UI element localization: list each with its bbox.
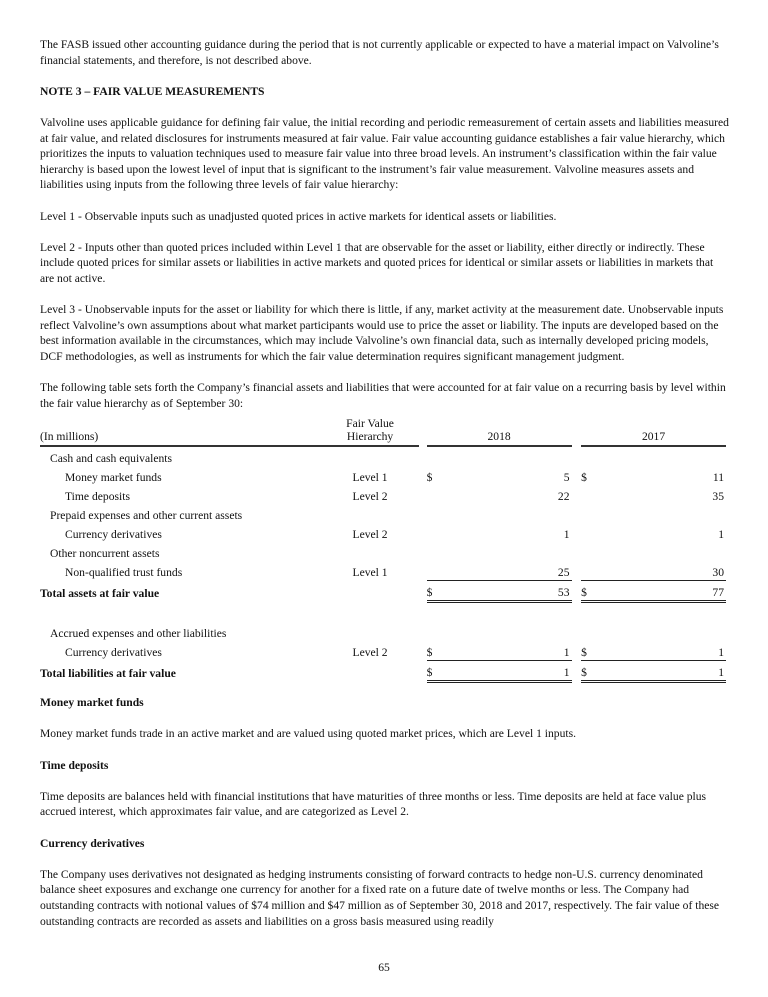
section-heading-money-market-funds: Money market funds	[40, 696, 144, 710]
table-row: Money market funds Level 1 $ 5 $ 11	[65, 470, 724, 484]
section-text-currency-derivatives: The Company uses derivatives not designated as hedging instruments consisting of forward contracts to hedge non-U.S. currency denominated balance sheet exposures and exchange one currency for another for a fixed rate on a future date of twelve months or less. The Company had outstanding contracts with notional values of $74 million and $47 million as of September 30, 2018 and 2017, respectively. The fair value of these outstanding contracts are recorded as assets and liabilities on a gross basis measured using readily	[40, 867, 720, 928]
table-row	[40, 622, 726, 641]
note-heading: NOTE 3 – FAIR VALUE MEASUREMENTS	[40, 84, 265, 98]
level-1-paragraph: Level 1 - Observable inputs such as unadjusted quoted prices in active markets for identical assets or liabilities.	[40, 209, 557, 223]
table-row: Currency derivatives Level 2 $ 1 $ 1	[65, 645, 724, 660]
header-in-millions: (In millions)	[40, 417, 321, 446]
group-label: Prepaid expenses and other current assets	[50, 508, 243, 522]
total-liabilities-row: Total liabilities at fair value $ 1 $ 1	[40, 661, 726, 682]
section-text-time-deposits: Time deposits are balances held with financial institutions that have maturities of three months or less. Time deposits are held at face value plus accrued interest, which approximates fair value, and are categorized as Level 2.	[40, 789, 707, 819]
document-page	[40, 37, 730, 945]
page-number: 65	[378, 961, 390, 974]
table-row	[40, 504, 726, 523]
header-2017: 2017	[581, 417, 726, 446]
table-intro-paragraph: The following table sets forth the Company’s financial assets and liabilities that were accounted for at fair value on a recurring basis by level within the fair value hierarchy as of September 30:	[40, 381, 726, 410]
table-header-row	[40, 417, 726, 446]
group-label: Accrued expenses and other liabilities	[50, 626, 227, 640]
table-row	[40, 446, 726, 466]
table-row	[40, 542, 726, 561]
section-heading-currency-derivatives: Currency derivatives	[40, 836, 145, 850]
header-2018: 2018	[427, 417, 572, 446]
section-text-money-market-funds: Money market funds trade in an active market and are valued using quoted market prices, which are Level 1 inputs.	[40, 727, 577, 741]
table-row: Currency derivatives Level 2 1 1	[65, 527, 724, 541]
level-2-paragraph: Level 2 - Inputs other than quoted prices included within Level 1 that are observable for the asset or liability, either directly or indirectly. These include quoted prices for similar assets or liabilities in active markets and quoted prices for identical or similar assets or liabilities in markets that are not active.	[40, 240, 714, 285]
level-3-paragraph: Level 3 - Unobservable inputs for the asset or liability for which there is little, if any, market activity at the measurement date. Unobservable inputs reflect Valvoline’s own assumptions about what market participants would use to price the asset or liability. The inputs are developed based on the best information available in the circumstances, which may include Valvoline’s own financial data, such as internally developed pricing models, DCF methodologies, as well as instruments for which the fair value determination requires significant management judgment.	[40, 303, 724, 363]
header-fair-value-hierarchy: Fair Value Hierarchy	[321, 417, 419, 446]
group-label: Other noncurrent assets	[50, 546, 160, 560]
intro-paragraph: The FASB issued other accounting guidance during the period that is not currently applicable or expected to have a material impact on Valvoline’s financial statements, and therefore, is not described above.	[40, 38, 719, 67]
fair-value-table	[40, 417, 726, 683]
total-assets-row: Total assets at fair value $ 53 $ 77	[40, 581, 726, 602]
fair-value-intro-paragraph: Valvoline uses applicable guidance for defining fair value, the initial recording and periodic remeasurement of certain assets and liabilities measured at fair value, and related disclosures for instruments measured at fair value. Fair value accounting guidance establishes a fair value hierarchy, which prioritizes the inputs to valuation techniques used to measure fair value into three broad levels. An instrument’s classification within the fair value hierarchy is based upon the lowest level of input that is significant to the instrument’s fair value measurement. Valvoline measures assets and liabilities using inputs from the following three levels of fair value hierarchy:	[40, 115, 729, 192]
group-label: Cash and cash equivalents	[50, 451, 173, 465]
table-row: Time deposits Level 2 22 35	[65, 489, 724, 503]
table-row: Non-qualified trust funds Level 1 25 30	[65, 565, 724, 580]
section-heading-time-deposits: Time deposits	[40, 758, 109, 772]
